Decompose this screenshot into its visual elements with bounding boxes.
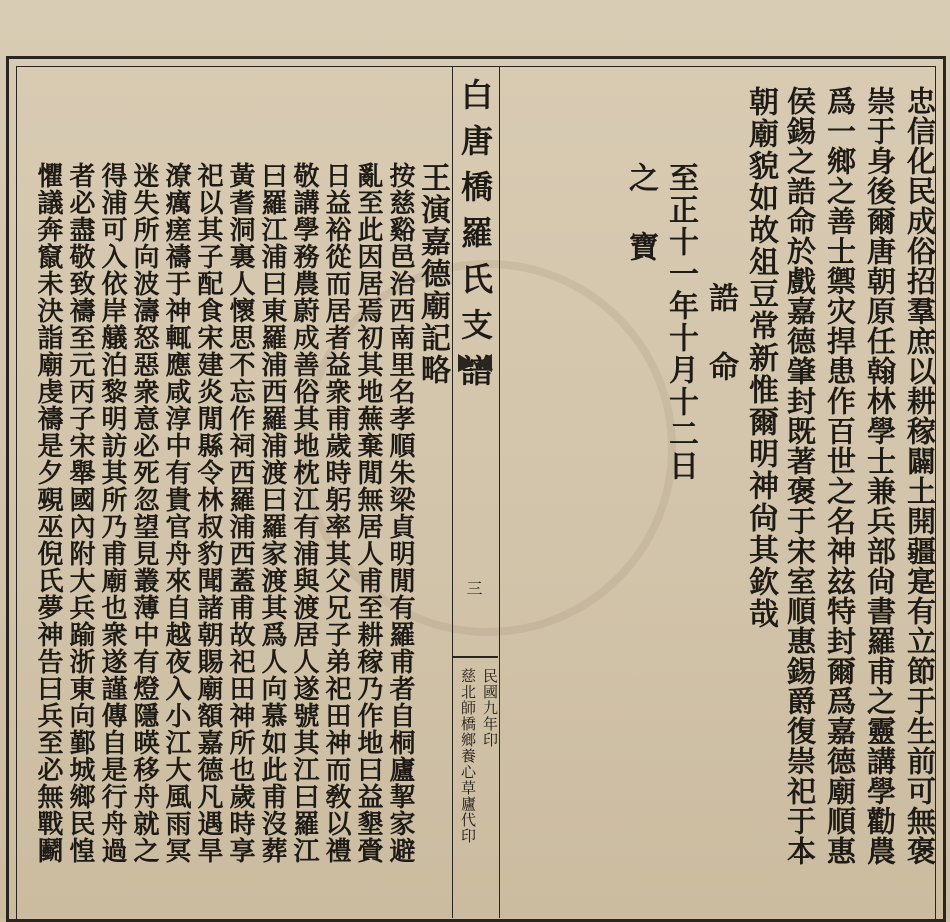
text-column: 曰羅江浦曰東羅浦西羅浦渡曰羅家渡其爲人向慕如此甫沒葬 [257, 162, 287, 864]
text-column: 黃耆洞裏人懷思不忘作祠西羅浦西蓋甫故祀田神所也歲時享 [225, 162, 255, 864]
text-column: 之 寶 [623, 162, 658, 263]
imprint-printer: 慈北師橋鄉養心草廬代印 [459, 668, 477, 844]
text-column: 潦癘瘥禱于神輒應咸淳中有貴官舟來自越夜入小江大風雨冥 [161, 162, 191, 864]
band-divider [452, 656, 498, 658]
text-column: 至正十一年十月十二日 [663, 162, 698, 482]
text-column: 爲一鄉之善士禦灾捍患作百世之名神玆特封爾爲嘉德廟順惠 [823, 86, 857, 866]
text-column: 崇于身後爾唐朝原任翰林學士兼兵部尙書羅甫之靈講學勸農 [863, 86, 897, 866]
text-column: 懼議奔竄未決詣廟虔禱是夕覡巫倪氏夢神告曰兵至必無戰鬬 [33, 162, 63, 864]
text-column: 迷失所向波濤怒惡衆意必死忽望見叢薄中有燈隱暎移舟就之 [129, 162, 159, 864]
text-column: 日益裕從而居者益衆甫歲時躬率其父兄子弟祀田神而敎以禮 [321, 162, 351, 864]
text-column: 敬講學務農蔚成善俗其地枕江有浦與渡居人遂號其江曰羅江 [289, 162, 319, 864]
text-column: 誥 命 [703, 282, 738, 383]
text-column: 朝廟貌如故俎豆常新惟爾明神尙其欽哉 [743, 86, 778, 630]
imprint-year: 民國九年印 [481, 668, 499, 748]
text-column: 祀以其子配食宋建炎閒縣令林叔豹聞諸朝賜廟額嘉德凡遇旱 [193, 162, 223, 864]
text-column: 忠信化民成俗招羣庶以耕稼闢土開疆寔有立節于生前可無褒 [903, 86, 937, 866]
text-column: 亂至此因居焉初其地蕪棄閒無居人甫至耕稼乃作地曰益墾賫 [353, 162, 383, 864]
fish-tail-mark-icon [456, 352, 494, 374]
text-column: 按慈谿邑治西南里名孝順朱梁貞明閒有羅甫者自桐廬挈家避 [385, 162, 415, 864]
book-title: 白唐橋羅氏支譜 [456, 78, 494, 400]
page-number: 三 [464, 580, 483, 596]
text-column: 侯錫之誥命於戲嘉德肇封既著褒于宋室順惠錫爵復崇祀于本 [783, 86, 817, 866]
text-column: 者必盡敬致禱至元丙子宋舉國內附大兵踰浙東向鄞城鄉民惶 [65, 162, 95, 864]
text-column: 得浦可入依岸艤泊黎明訪其所乃甫廟也衆遂謹傳自是行舟過 [97, 162, 127, 864]
section-heading: 王演嘉德廟記略 [415, 162, 450, 386]
